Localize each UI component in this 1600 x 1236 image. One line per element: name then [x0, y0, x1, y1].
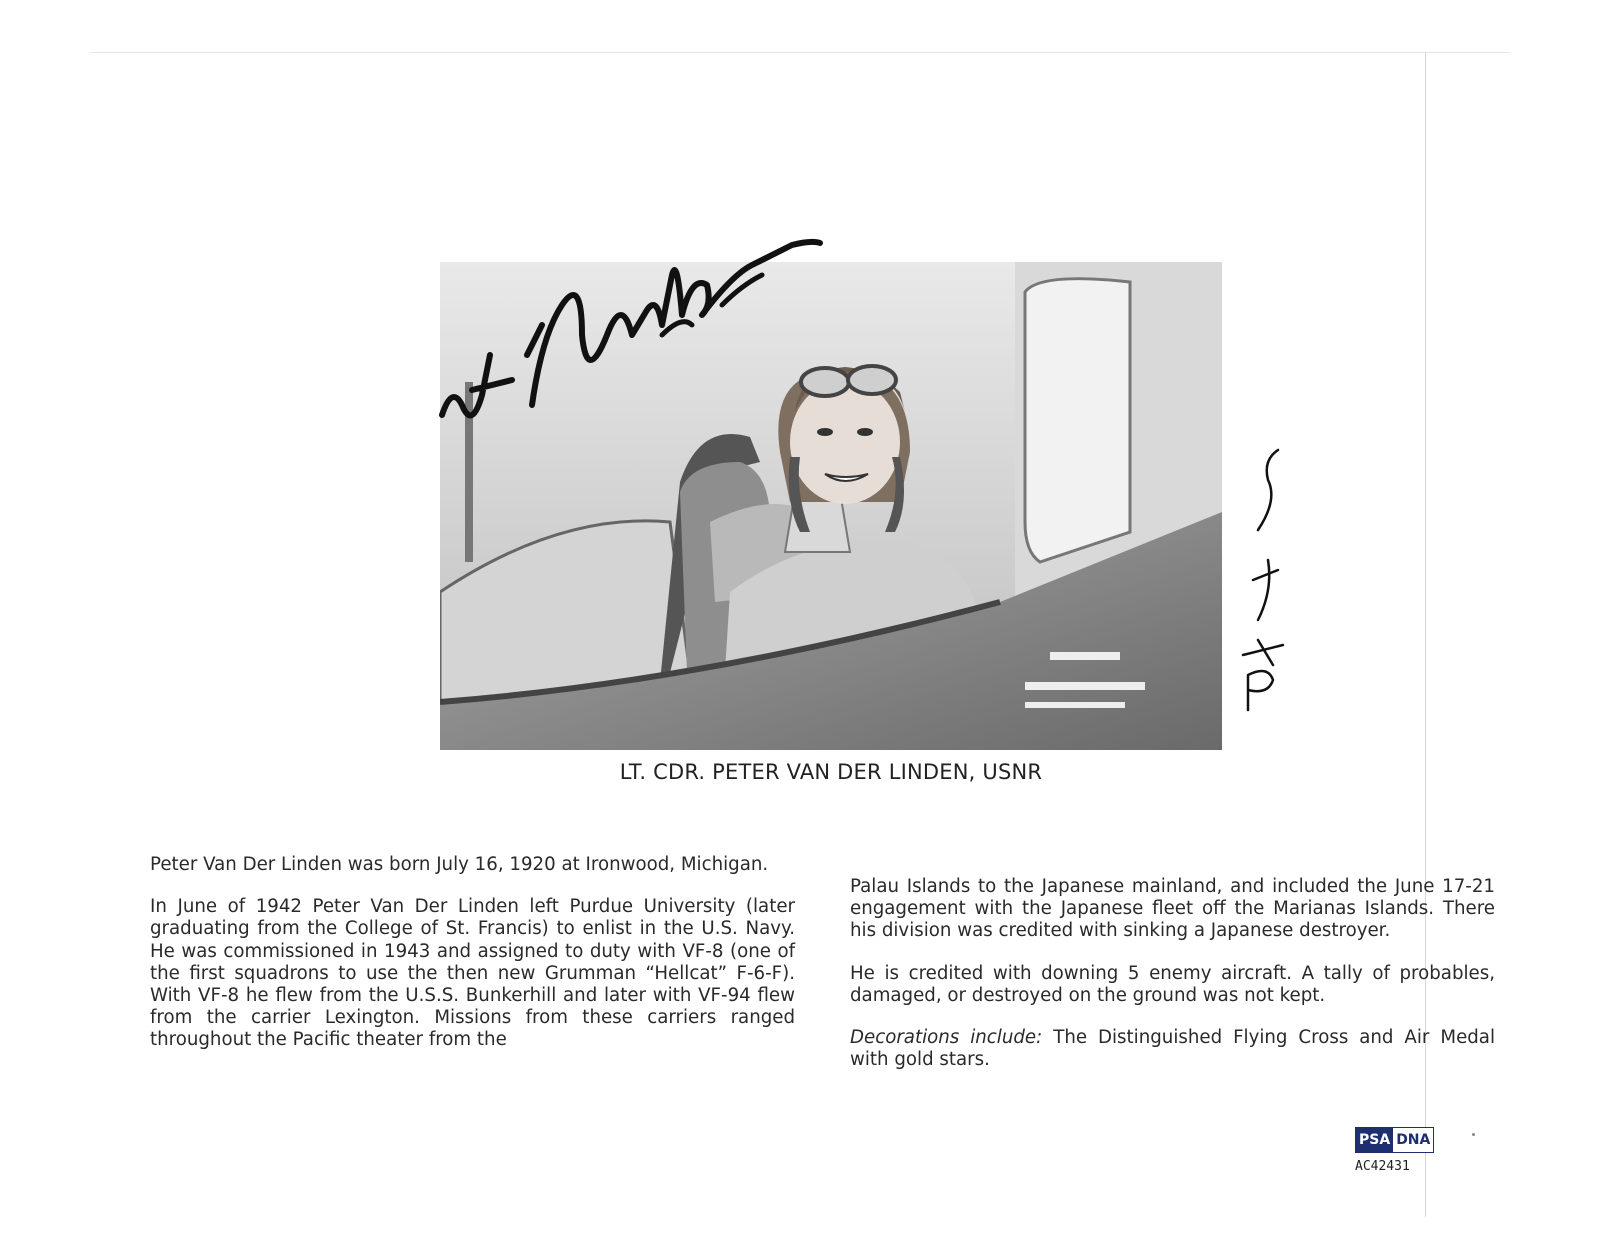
photo-caption: LT. CDR. PETER VAN DER LINDEN, USNR: [619, 760, 1043, 784]
certificate-number: AC42431: [1355, 1159, 1410, 1174]
bio-paragraph: Peter Van Der Linden was born July 16, 1920 at Ironwood, Michigan.: [150, 854, 769, 875]
secondary-signature: [1228, 440, 1298, 720]
main-signature: [432, 215, 832, 455]
bio-paragraph: In June of 1942 Peter Van Der Linden left Purdue University (later graduating from the College of St. Francis) to enlist in the U.S. Navy. He was commissioned in 1943 and assigned to duty with VF-8 (one of the first squadrons to use the then new Grumman “Hellcat” F-6-F). With VF-8 he flew from the U.S.S. Bunkerhill and later with VF-94 flew from the carrier Lexington. Missions from these carriers ranged throughout the Pacific theater from the: [150, 896, 795, 1051]
decorations-text: The Distinguished Flying Cross and Air Medal with gold stars.: [850, 1027, 1495, 1071]
bio-left-column: [150, 854, 795, 1072]
psa-dna-logo: [1355, 1127, 1434, 1153]
top-trim-line: [90, 52, 1510, 53]
dna-logo-text: DNA: [1393, 1128, 1433, 1152]
authentication-sticker: [1355, 1127, 1434, 1174]
bio-right-column: [850, 876, 1495, 1091]
psa-logo-text: PSA: [1356, 1128, 1393, 1152]
decorations-label: Decorations include:: [850, 1027, 1043, 1049]
bio-paragraph: He is credited with downing 5 enemy aircraft. A tally of probables, damaged, or destroyed on the ground was not kept.: [850, 962, 1495, 1006]
dust-speck: [1472, 1133, 1475, 1136]
bio-paragraph: Palau Islands to the Japanese mainland, and included the June 17-21 engagement with the Japanese fleet off the Marianas Islands. There his division was credited with sinking a Japanese destroyer.: [850, 876, 1495, 942]
decorations-paragraph: [850, 1027, 1495, 1071]
